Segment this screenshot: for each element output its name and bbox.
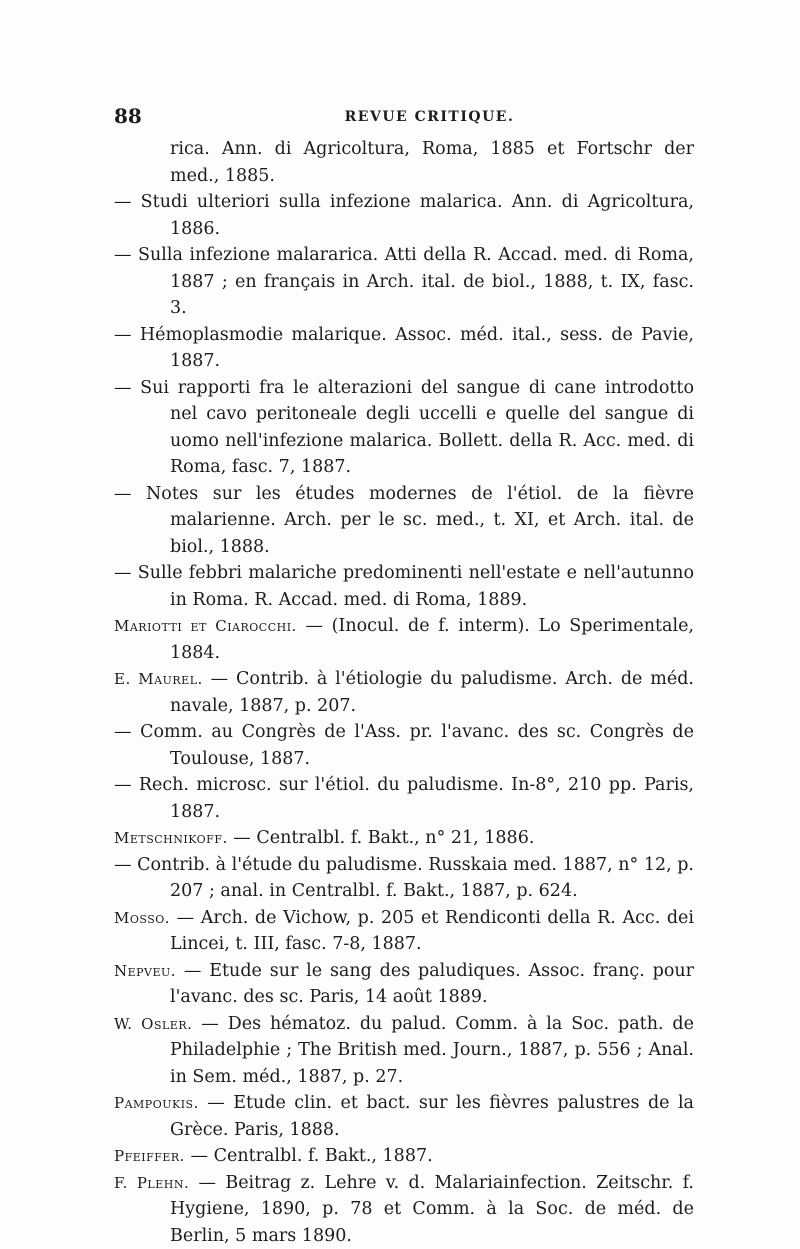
bibliography-entry [114, 905, 694, 958]
bibliography-entry [114, 481, 694, 561]
running-title: REVUE CRITIQUE. [114, 109, 690, 125]
bibliography-entry [114, 852, 694, 905]
entry-author: F. Plehn. [114, 1174, 189, 1192]
bibliography-entry [114, 189, 694, 242]
bibliography-entry [114, 958, 694, 1011]
bibliography-entry [114, 1170, 694, 1249]
entry-text: — Beitrag z. Lehre v. d. Malariainfection. Zeitschr. f. Hygiene, 1890, p. 78 et Comm. à la Soc. de méd. de Berlin, 5 mars 1890. [170, 1173, 694, 1246]
entry-text: — Etude clin. et bact. sur les fièvres palustres de la Grèce. Paris, 1888. [170, 1093, 694, 1140]
entry-text: — (Inocul. de f. interm). Lo Sperimentale, 1884. [170, 616, 694, 663]
entry-author: W. Osler. [114, 1015, 192, 1033]
entry-author: Mosso. [114, 909, 170, 927]
entry-text: — Sulle febbri malariche predominenti nell'estate e nell'autunno in Roma. R. Accad. med. di Roma, 1889. [114, 563, 694, 610]
entry-text: — Arch. de Vichow, p. 205 et Rendiconti della R. Acc. dei Lincei, t. III, fasc. 7-8, 1887. [170, 908, 694, 955]
bibliography-entry [114, 825, 694, 852]
bibliography-entry [114, 772, 694, 825]
entry-text: — Notes sur les études modernes de l'étiol. de la fièvre malarienne. Arch. per le sc. med., t. XI, et Arch. ital. de biol., 1888. [114, 484, 694, 557]
page-header [114, 104, 690, 130]
entry-author: E. Maurel. [114, 670, 203, 688]
bibliography-entry [114, 613, 694, 666]
entry-author: Pampoukis. [114, 1094, 199, 1112]
entry-author: Mariotti et Ciarocchi. [114, 617, 297, 635]
entry-text: — Centralbl. f. Bakt., n° 21, 1886. [228, 828, 535, 848]
entry-text: — Hémoplasmodie malarique. Assoc. méd. ital., sess. de Pavie, 1887. [114, 325, 694, 372]
bibliography-entry [114, 375, 694, 481]
bibliography-entry [114, 242, 694, 322]
entry-text: — Centralbl. f. Bakt., 1887. [185, 1146, 433, 1166]
bibliography-entry [114, 1011, 694, 1091]
bibliography-list [114, 136, 694, 1249]
entry-text: — Rech. microsc. sur l'étiol. du paludisme. In-8°, 210 pp. Paris, 1887. [114, 775, 694, 822]
entry-text: — Sulla infezione malararica. Atti della R. Accad. med. di Roma, 1887 ; en français in Arch. ital. de biol., 1888, t. IX, fasc. 3. [114, 245, 694, 318]
entry-text: — Sui rapporti fra le alterazioni del sangue di cane introdotto nel cavo peritoneale degli uccelli e quelle del sangue di uomo nell'infezione malarica. Bollett. della R. Acc. med. di Roma, fasc. 7, 1887. [114, 378, 694, 478]
bibliography-entry [114, 1090, 694, 1143]
bibliography-entry [114, 666, 694, 719]
bibliography-entry [114, 1143, 694, 1170]
entry-text: — Contrib. à l'étude du paludisme. Russkaia med. 1887, n° 12, p. 207 ; anal. in Centralbl. f. Bakt., 1887, p. 624. [114, 855, 694, 902]
bibliography-entry [114, 560, 694, 613]
entry-text: — Comm. au Congrès de l'Ass. pr. l'avanc. des sc. Congrès de Toulouse, 1887. [114, 722, 694, 769]
entry-text: — Des hématoz. du palud. Comm. à la Soc. path. de Philadelphie ; The British med. Journ., 1887, p. 556 ; Anal. in Sem. méd., 1887, p. 27. [170, 1014, 694, 1087]
bibliography-entry [114, 322, 694, 375]
entry-text: — Studi ulteriori sulla infezione malarica. Ann. di Agricoltura, 1886. [114, 192, 694, 239]
entry-author: Nepveu. [114, 962, 176, 980]
entry-author: Pfeiffer. [114, 1147, 185, 1165]
page-number: 88 [114, 104, 142, 128]
entry-author: Metschnikoff. [114, 829, 228, 847]
bibliography-entry [114, 719, 694, 772]
entry-text: — Etude sur le sang des paludiques. Assoc. franç. pour l'avanc. des sc. Paris, 14 août 1889. [170, 961, 694, 1008]
bibliography-entry [114, 136, 694, 189]
entry-text: rica. Ann. di Agricoltura, Roma, 1885 et Fortschr der med., 1885. [170, 139, 694, 186]
entry-text: — Contrib. à l'étiologie du paludisme. Arch. de méd. navale, 1887, p. 207. [170, 669, 694, 716]
